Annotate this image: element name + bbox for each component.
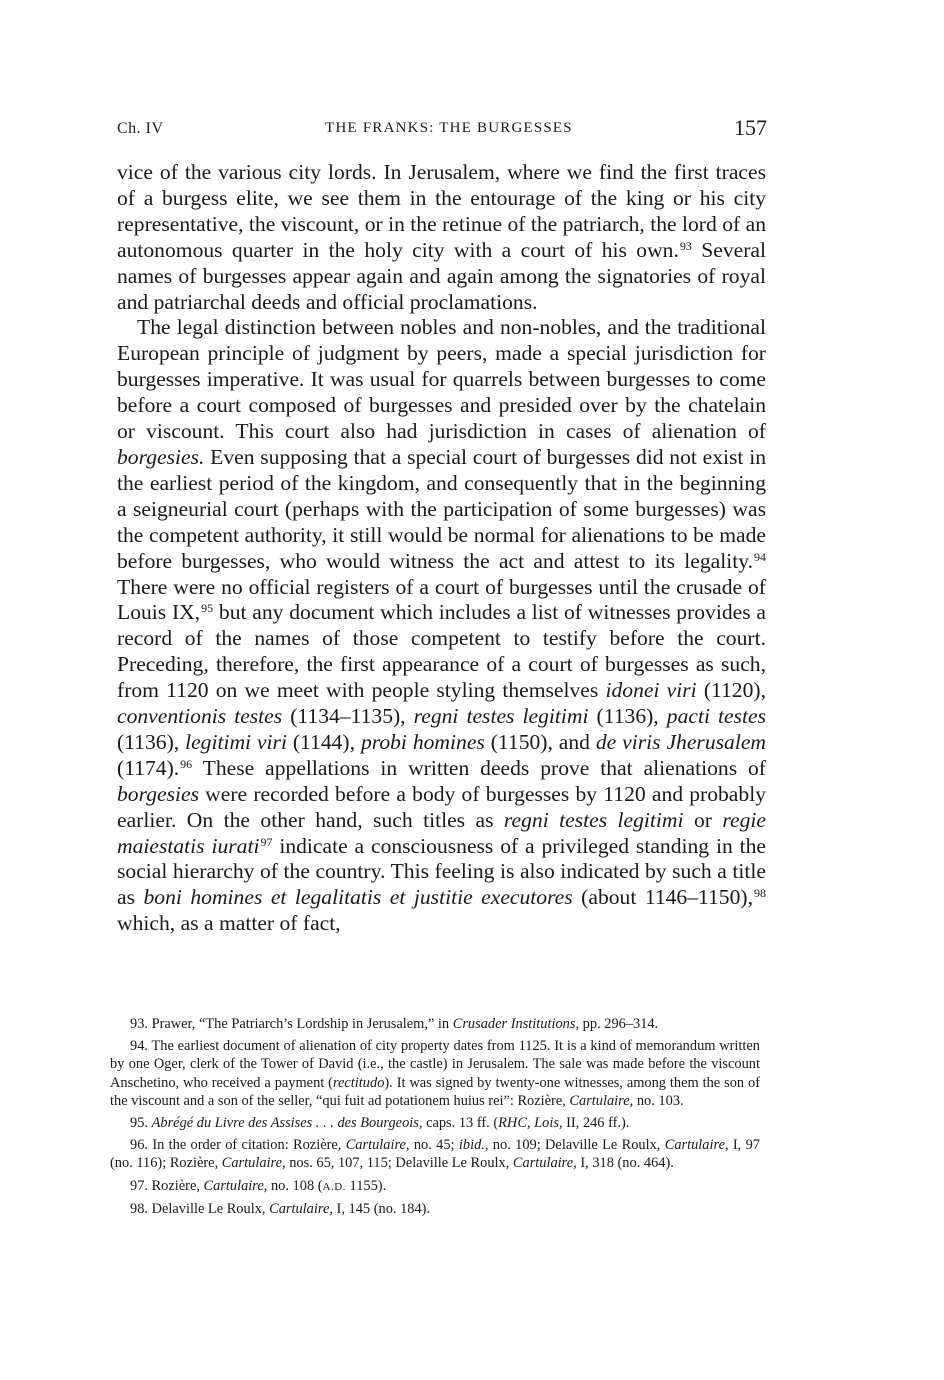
text-run: no. 109; Delaville Le Roulx,	[488, 1137, 665, 1154]
text-run: (1120),	[696, 678, 766, 703]
text-run: (1174).	[117, 755, 180, 780]
italic-title: Cartulaire,	[664, 1137, 729, 1154]
italic-term: borgesies	[117, 781, 199, 806]
text-run: There were no official registers of a court of burgesses until the crusade of Louis IX,	[117, 574, 766, 625]
italic-term: regie maiestatis iurati	[117, 807, 766, 858]
text-run: (about 1146–1150),	[572, 885, 753, 910]
text-run: 97. Rozière,	[130, 1177, 204, 1194]
text-run: I, 145 (no. 184).	[332, 1200, 431, 1217]
footnote-ref-94: 94	[754, 549, 766, 564]
italic-title: RHC, Lois,	[498, 1115, 563, 1132]
italic-term: probi homines	[360, 729, 485, 754]
footnote-97	[110, 1177, 760, 1196]
text-run: which, as a matter of fact,	[117, 911, 341, 936]
footnote-95	[110, 1114, 760, 1132]
text-run: pp. 296–314.	[579, 1016, 659, 1032]
italic-title: Abrégé du Livre des Assises . . . des Bourgeois,	[151, 1115, 423, 1132]
italic-title: Cartulaire,	[221, 1155, 286, 1172]
italic-title: Cartulaire,	[512, 1155, 577, 1172]
text-run: vice of the various city lords. In Jerusalem, where we find the first traces of a burgess elite, we see them in the entourage of the king or his city representative, the viscount, or in the retinue of the patriarch, the lord of an autonomous quarter in the holy city with a court of his own.	[117, 160, 766, 262]
text-run: I, 97 (no. 116); Rozière,	[110, 1137, 760, 1172]
chapter-label: Ch. IV	[117, 120, 164, 137]
footnote-93	[110, 1015, 760, 1033]
text-run: but any document which includes a list of witnesses provides a record of the names of those competent to testify before the court. Preceding, therefore, the first appearance of a court of burgesses as such, from 1120 on we meet with people styling themselves	[117, 600, 766, 703]
italic-term: ibid.,	[458, 1137, 489, 1154]
text-run: no. 108 (	[267, 1177, 323, 1194]
small-caps-era: A.D.	[322, 1180, 346, 1193]
italic-term: boni homines et legalitatis et justitie executores	[143, 885, 573, 910]
text-run: nos. 65, 107, 115; Delaville Le Roulx,	[285, 1155, 513, 1172]
italic-term: regni testes legitimi	[503, 807, 684, 832]
text-run: These appellations in written deeds prove that alienations of	[192, 755, 766, 780]
italic-title: Crusader Institutions,	[452, 1016, 580, 1032]
text-run: 96. In the order of citation: Rozière,	[130, 1137, 346, 1154]
italic-term: idonei viri	[605, 678, 697, 703]
text-run: I, 318 (no. 464).	[576, 1155, 674, 1172]
text-run: were recorded before a body of burgesses by 1120 and probably earlier. On the other hand, such titles as	[117, 781, 766, 832]
text-run: (1136),	[588, 704, 667, 729]
footnote-96	[110, 1136, 760, 1172]
text-run: indicate a consciousness of a privileged standing in the social hierarchy of the country. This feeling is also indicated by such a title as	[117, 833, 766, 910]
text-run: (1134–1135),	[282, 704, 414, 729]
italic-title: Cartulaire,	[569, 1092, 634, 1109]
text-run: Several names of burgesses appear again and again among the signatories of royal and patriarchal deeds and official proclamations.	[117, 237, 766, 314]
text-run: 93. Prawer, “The Patriarch’s Lordship in Jerusalem,” in	[130, 1016, 453, 1032]
text-run: (1136),	[117, 729, 186, 754]
italic-term: conventionis testes	[117, 704, 283, 729]
text-run: 94. The earliest document of alienation of city property dates from 1125. It is a kind of memorandum written by one Oger, clerk of the Tower of David (i.e., the castle) in Jerusalem. The sale was made before the viscount Anschetino, who received a payment (	[110, 1038, 760, 1091]
running-title: THE FRANKS: THE BURGESSES	[325, 120, 573, 136]
italic-term: pacti testes	[666, 704, 766, 729]
running-header	[117, 116, 767, 142]
footnote-94	[110, 1037, 760, 1110]
text-run: no. 103.	[633, 1092, 684, 1109]
text-run: or	[683, 807, 723, 832]
text-run: Even supposing that a special court of burgesses did not exist in the earliest period of the kingdom, and consequently that in the beginning a seigneurial court (perhaps with the participation of some burgesses) was the competent authority, it still would be normal for alienations to be made before burgesses, who would witness the act and attest to its legality.	[117, 444, 766, 573]
italic-term: legitimi viri	[185, 729, 287, 754]
italic-title: Cartulaire,	[269, 1200, 333, 1217]
footnote-ref-96: 96	[180, 756, 193, 771]
footnote-ref-95: 95	[201, 601, 214, 616]
text-run: ). It was signed by twenty-one witnesses, among them the son of the viscount and a son of the seller, “qui fuit ad potationem huius rei”: Rozière,	[110, 1074, 760, 1109]
footnote-ref-98: 98	[754, 886, 766, 901]
paragraph-2	[117, 315, 766, 937]
main-text	[117, 160, 766, 937]
italic-term: borgesies.	[117, 444, 205, 469]
footnotes	[110, 1015, 760, 1222]
text-run: 1155).	[345, 1177, 387, 1194]
italic-term: de viris Jherusalem	[595, 729, 766, 754]
text-run: no. 45;	[409, 1137, 459, 1154]
footnote-98	[110, 1200, 760, 1218]
text-run: (1144),	[286, 729, 361, 754]
italic-title: Cartulaire,	[203, 1177, 268, 1194]
page-number: 157	[734, 115, 767, 140]
footnote-ref-97: 97	[260, 834, 273, 849]
italic-term: rectitudo	[332, 1074, 385, 1091]
text-run: The legal distinction between nobles and non-nobles, and the traditional European principle of judgment by peers, made a special jurisdiction for burgesses imperative. It was usual for quarrels between burgesses to come before a court composed of burgesses and presided over by the chatelain or viscount. This court also had jurisdiction in cases of alienation of	[117, 315, 766, 444]
text-run: II, 246 ff.).	[562, 1115, 630, 1132]
italic-title: Cartulaire,	[345, 1137, 410, 1154]
paragraph-1	[117, 160, 766, 315]
text-run: (1150), and	[484, 729, 596, 754]
text-run: 95.	[130, 1115, 152, 1132]
text-run: 98. Delaville Le Roulx,	[130, 1200, 270, 1217]
italic-term: regni testes legitimi	[413, 704, 589, 729]
text-run: caps. 13 ff. (	[422, 1115, 499, 1132]
footnote-ref-93: 93	[679, 238, 692, 253]
